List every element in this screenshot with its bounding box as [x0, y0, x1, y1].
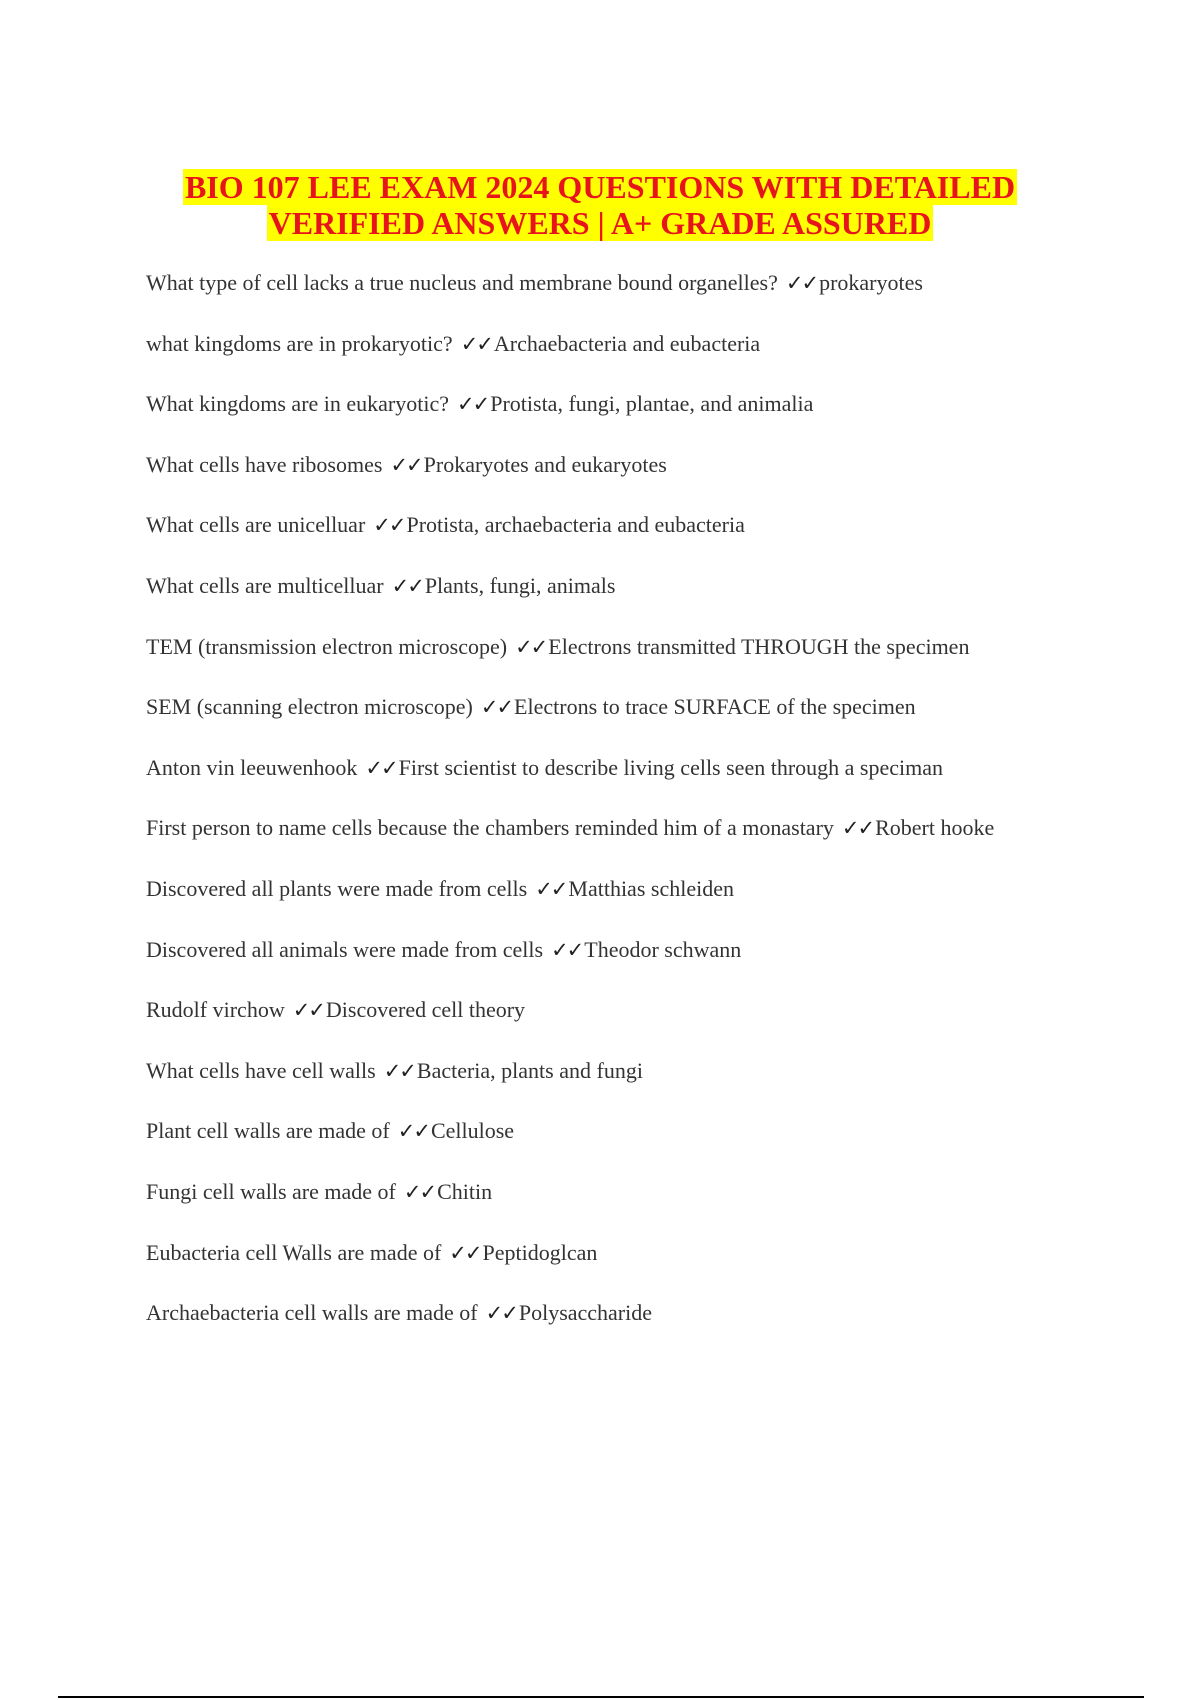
qa-item — [146, 330, 1086, 394]
question-text: Rudolf virchow — [146, 997, 285, 1023]
qa-item — [146, 875, 1086, 939]
question-text: What cells have cell walls — [146, 1057, 376, 1083]
question-text: Anton vin leeuwenhook — [146, 754, 358, 780]
question-text: First person to name cells because the chambers reminded him of a monastary — [146, 815, 834, 841]
double-check-icon: ✓✓ — [551, 937, 583, 962]
page-title-line-1: BIO 107 LEE EXAM 2024 QUESTIONS WITH DETAILED — [184, 169, 1016, 206]
double-check-icon: ✓✓ — [365, 755, 397, 780]
answer-text: Discovered cell theory — [325, 997, 526, 1023]
double-check-icon: ✓✓ — [535, 876, 567, 901]
qa-item — [146, 572, 1086, 636]
double-check-icon: ✓✓ — [403, 1179, 436, 1204]
answer-text: prokaryotes — [819, 270, 923, 295]
answer-text: Plants, fungi, animals — [424, 572, 616, 598]
double-check-icon: ✓✓ — [449, 1240, 481, 1265]
double-check-icon: ✓✓ — [515, 634, 547, 659]
answer-text: Peptidoglcan — [482, 1239, 598, 1265]
question-text: what kingdoms are in prokaryotic? — [146, 330, 453, 356]
question-text: SEM (scanning electron microscope) — [146, 694, 473, 720]
double-check-icon: ✓✓ — [480, 695, 513, 720]
double-check-icon: ✓✓ — [292, 998, 324, 1023]
footer-divider — [58, 1696, 1144, 1698]
double-check-icon: ✓✓ — [457, 392, 489, 417]
qa-item — [146, 1178, 1086, 1242]
question-text: Fungi cell walls are made of — [146, 1178, 396, 1204]
answer-text: First scientist to describe living cells seen through a speciman — [398, 754, 943, 780]
qa-item — [146, 817, 1086, 878]
question-text: Discovered all plants were made from cells — [146, 875, 528, 901]
page-title-line-2: VERIFIED ANSWERS | A+ GRADE ASSURED — [268, 205, 932, 242]
double-check-icon: ✓✓ — [383, 1058, 415, 1083]
qa-item — [146, 272, 1086, 333]
double-check-icon: ✓✓ — [391, 573, 423, 598]
answer-text: Matthias schleiden — [568, 875, 734, 901]
double-check-icon: ✓✓ — [390, 452, 422, 477]
qa-item — [146, 514, 1086, 575]
question-text: Eubacteria cell Walls are made of — [146, 1239, 442, 1265]
qa-item — [146, 936, 1086, 1000]
page-title — [0, 169, 1200, 241]
answer-text: Electrons to trace SURFACE of the specimen — [514, 694, 916, 720]
double-check-icon: ✓✓ — [397, 1119, 429, 1144]
qa-item — [146, 1302, 1086, 1363]
answer-text: Theodor schwann — [584, 936, 742, 962]
question-text: TEM (transmission electron microscope) — [146, 633, 508, 659]
double-check-icon: ✓✓ — [785, 271, 818, 295]
answer-text: Protista, fungi, plantae, and animalia — [490, 391, 814, 417]
qa-item — [146, 1057, 1086, 1121]
qa-item — [146, 633, 1086, 697]
answer-text: Cellulose — [430, 1118, 515, 1144]
qa-item — [146, 754, 1086, 818]
double-check-icon: ✓✓ — [373, 513, 405, 538]
answer-text: Chitin — [437, 1178, 493, 1204]
answer-text: Bacteria, plants and fungi — [416, 1057, 643, 1083]
qa-item — [146, 999, 1086, 1060]
question-text: What cells are unicelluar — [146, 512, 366, 538]
question-text: What type of cell lacks a true nucleus and membrane bound organelles? — [146, 270, 778, 295]
answer-text: Polysaccharide — [518, 1300, 653, 1326]
answer-text: Electrons transmitted THROUGH the specimen — [548, 633, 970, 659]
question-text: What cells have ribosomes — [146, 451, 383, 477]
question-text: What kingdoms are in eukaryotic? — [146, 391, 450, 417]
qa-item — [146, 393, 1086, 454]
qa-item — [146, 1120, 1086, 1181]
double-check-icon: ✓✓ — [460, 331, 492, 356]
double-check-icon: ✓✓ — [841, 816, 874, 841]
qa-item — [146, 451, 1086, 515]
qa-item — [146, 1239, 1086, 1303]
double-check-icon: ✓✓ — [485, 1301, 517, 1326]
question-text: Archaebacteria cell walls are made of — [146, 1300, 478, 1326]
question-answer-list — [146, 272, 1086, 1363]
answer-text: Robert hooke — [875, 815, 995, 841]
answer-text: Archaebacteria and eubacteria — [493, 330, 761, 356]
answer-text: Protista, archaebacteria and eubacteria — [406, 512, 745, 538]
answer-text: Prokaryotes and eukaryotes — [423, 451, 667, 477]
question-text: Discovered all animals were made from cells — [146, 936, 544, 962]
question-text: Plant cell walls are made of — [146, 1118, 390, 1144]
question-text: What cells are multicelluar — [146, 572, 384, 598]
qa-item — [146, 696, 1086, 757]
